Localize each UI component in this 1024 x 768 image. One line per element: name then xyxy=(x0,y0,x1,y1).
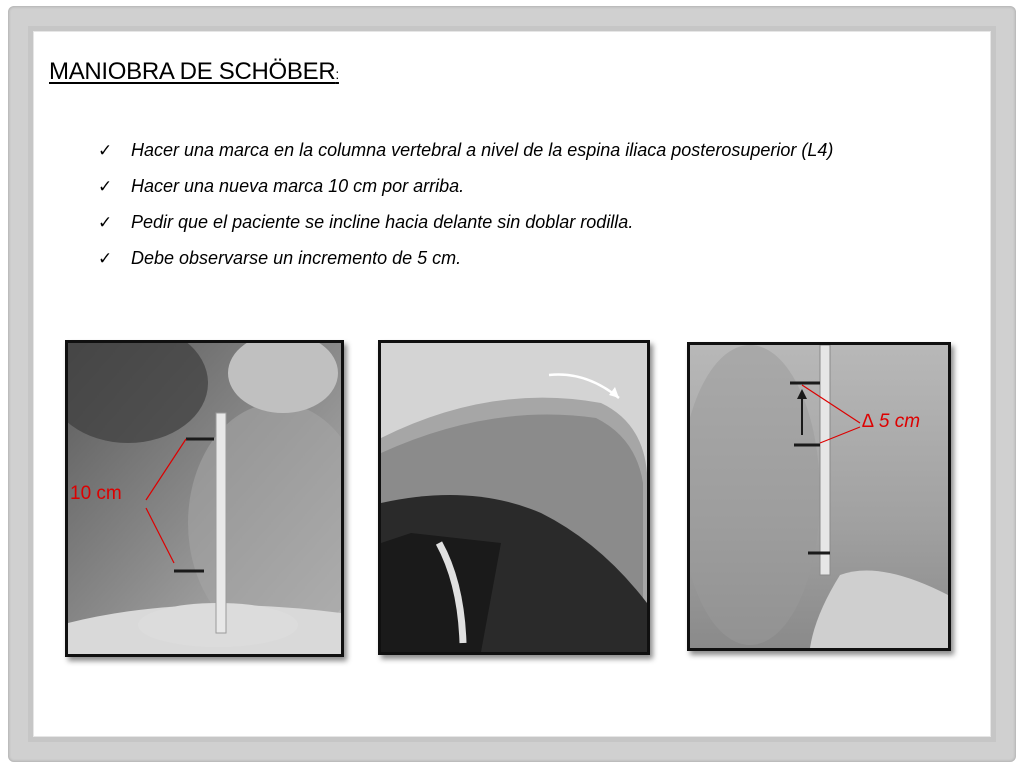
check-icon: ✓ xyxy=(98,177,113,196)
bullet-item xyxy=(98,246,950,271)
bullet-text: Hacer una marca en la columna vertebral a nivel de la espina iliaca posterosuperior (L4) xyxy=(131,140,834,160)
bullet-text: Pedir que el paciente se incline hacia delante sin doblar rodilla. xyxy=(131,212,634,232)
check-icon: ✓ xyxy=(98,213,113,232)
photo-forward-flexion-image xyxy=(381,343,647,652)
slide-title-text: MANIOBRA DE SCHÖBER xyxy=(49,58,336,85)
check-icon: ✓ xyxy=(98,141,113,160)
bullet-item xyxy=(98,138,950,163)
photo-forward-flexion xyxy=(378,340,650,655)
bullet-item xyxy=(98,174,950,199)
slide-title-colon: : xyxy=(335,66,339,82)
increment-label-5cm: ∆ 5 cm xyxy=(862,411,921,432)
bullet-list xyxy=(98,138,950,282)
bullet-text: Hacer una nueva marca 10 cm por arriba. xyxy=(131,176,465,196)
slide-title xyxy=(49,58,339,86)
photo-final-marks xyxy=(687,342,951,651)
distance-label-10cm: 10 cm xyxy=(70,483,122,504)
check-icon: ✓ xyxy=(98,249,113,268)
bullet-text: Debe observarse un incremento de 5 cm. xyxy=(131,248,462,268)
photo-final-marks-image xyxy=(690,345,948,648)
bullet-item xyxy=(98,210,950,235)
